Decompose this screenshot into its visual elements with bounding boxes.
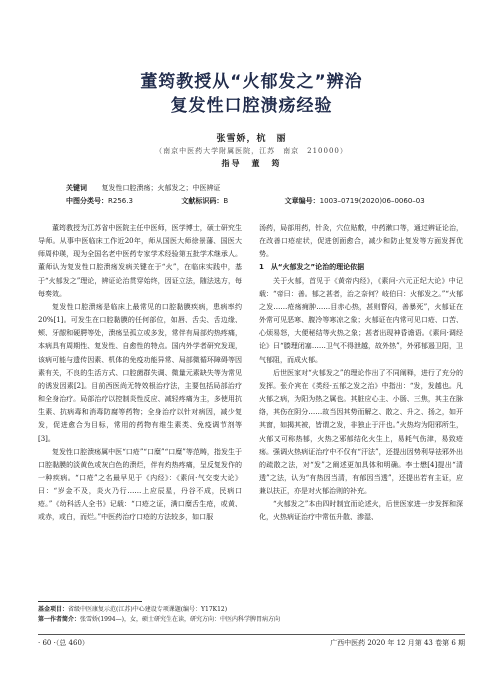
article-id-label: 文章编号： [284,197,320,205]
author-note-label: 第一作者简介： [38,616,81,623]
author-affiliation: （南京中医药大学附属医院，江苏 南京 210000） [155,147,348,155]
advisor-line: 指导 董 筠 [221,158,282,168]
body-paragraph: 复发性口腔溃疡属中医“口疮”“口糜”“口糜”等范畴，指发生于口腔黏膜的淡黄色或灰白色的溃烂，伴有灼热疼痛，呈反复发作的一种疾病。“口疮”之名最早见于《内经》：《素问·气交变大论》曰：“岁金不及，炎火乃行……上应辰星，丹谷不成，民病口疮。”《幼科活人全书》记载：“口疮之证，满口糜舌生疮，或黄、或赤，或白，而烂。”中医药治疗口疮的方法较多，如口服 [38,447,242,522]
fund-note [38,605,280,615]
author-note-text: 张雪娇(1994—)，女，硕士研究生在读，研究方向：中医内科学脾胃病方向 [80,616,280,623]
doc-code-label: 文献标识码： [181,197,224,205]
footnote [38,605,280,625]
author-note [38,615,280,625]
classification-line [66,196,425,206]
clc-label: 中图分类号： [66,197,108,205]
body-paragraph: 后世医家对“火郁发之”的理论作出了不同阐释，进行了充分的发挥。张介宾在《类经·五郁之发之治》中指出：“发，发越也。凡火郁之病，为阳为热之属也。其脏应心主、小肠、三焦，其主在脉络，其伤在阴分……故当因其势而解之、散之、升之、扬之，如开其窗，如揭其被，皆谓之发，非独止于汗也。”火热均为阳邪所生，火郁又可称热郁，火热之邪郁结化火生上，易耗气伤津，易致疮疡。强调火热病证治疗中不仅有“汗法”，还提出因势利导祛邪外出的疏散之法，对“发”之阐述更加具体和明确。李士懋[4]提出“清透”之法，认为“有热因当清，有郁因当透”，还提出若有主证，应兼以扶正，亦是对火郁治则的补充。 [259,368,463,496]
body-paragraph: 汤药，局部用药，针灸，穴位贴敷，中药漱口等，通过辨证论治，在改善口疮症状，促进创面愈合，减少和防止复发等方面发挥优势。 [259,224,463,259]
author-list: 张雪娇，杭 丽 [216,134,287,144]
keywords-label: 关键词 [66,184,87,192]
journal-citation: 广西中医药 2020 年 12 月第 43 卷第 6 期 [330,639,465,647]
body-paragraph: 关于火郁，首见于《黄帝内经》，《素问·六元正纪大论》中记载：“帝曰：善。郁之甚者，治之奈何？岐伯曰：火郁发之。”“火郁之发……疮疡痈肿……目赤心热，甚则瞀闷，善暴死”，火郁证在外常可见恶寒、腹冷等寒凉之象；火郁证在内常可见口疮、口苦、心烦易怒，大便秘结等火热之象；甚者出现神昏谵语。《素问·调经论》曰“腠理闭塞……卫气不得泄越，故外热”，外邪郁遏卫阳，卫气郁阻，而成火郁。 [259,276,463,364]
body-paragraph: 复发性口腔溃疡是临床上最常见的口腔黏膜疾病，患病率约20%[1]。可发生在口腔黏膜的任何部位，如唇、舌尖、舌边缘、颊、牙龈和硬腭等处，溃疡呈孤立或多发，常伴有局部灼热疼痛，本病具有周期性、复发性、自愈性的特点。国内外学者研究发现，该病可能与遗传因素、机体的免疫功能异常、局部微循环障碍等因素有关，不良的生活方式、口腔菌群失调、微量元素缺失等为常见的诱发因素[2]。目前西医尚无特效根治疗法，主要包括局部治疗和全身治疗。局部治疗以控制炎性反应、减轻疼痛为主，多使用抗生素、抗病毒和消毒防腐等药物；全身治疗以针对病因，减少复发，促进愈合为目标，常用的药物有维生素类、免疫调节剂等[3]。 [38,302,242,443]
article-id: 1003–0719(2020)06–0060–03 [319,197,425,205]
article-title-line-1: 董筠教授从“火郁发之”辨治 [140,72,363,92]
keywords-text: 复发性口腔溃疡；火郁发之；中医辨证 [101,184,221,192]
body-paragraph: “火郁发之”本由四时制宜而论述火，后世医家进一步发挥和深化，火热病证治疗中常伍升散、渗湿、 [259,500,463,522]
article-title-line-2: 复发性口腔溃疡经验 [170,96,333,116]
left-column [38,222,242,525]
doc-code: B [223,197,229,205]
fund-label: 基金项目： [38,606,69,613]
fund-text: 省级中医康复示范(江苏)中心建设专项课题(编号：Y17K12) [68,606,228,613]
clc-code: R256.3 [108,197,133,205]
keywords-line [66,183,220,193]
page-number: · 60 ·（总 460） [38,639,89,647]
body-paragraph: 董筠教授为江苏省中医院主任中医师，医学博士，硕士研究生导师。从事中医临床工作近20年，师从国医大师徐景藩、国医大师周仲瑛，现为全国名老中医药专家学术经验第五批学术继承人。董师认为复发性口腔溃疡发病关键在于“火”，在临床实践中，基于“火郁发之”理论，辨证论治贯穿始终，因证立法，随法选方，每每奏效。 [38,224,242,298]
footer-divider [38,634,465,635]
footnote-divider [38,601,142,602]
right-column [259,222,463,525]
section-heading: 1 从“火郁发之”论治的理论依据 [259,263,365,272]
